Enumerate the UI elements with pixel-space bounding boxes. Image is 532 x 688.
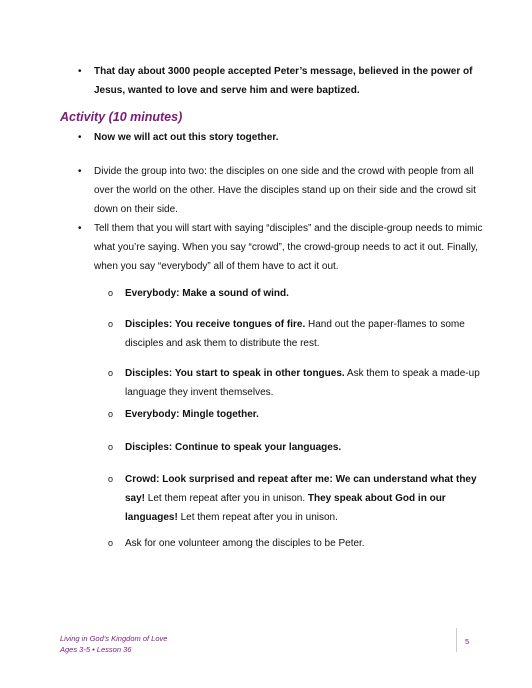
step-5 <box>108 438 494 457</box>
sub-bullet-symbol: o <box>108 319 114 329</box>
footer-subtitle: Ages 3-5 • Lesson 36 <box>60 645 132 654</box>
step-bold-text: Everybody: Make a sound of wind. <box>125 288 289 299</box>
step-bold-text: Disciples: Continue to speak your languages. <box>125 442 342 453</box>
step-bold-text: Disciples: You receive tongues of fire. <box>125 319 306 330</box>
activity-bullet-2 <box>78 162 488 219</box>
step-6 <box>108 470 494 527</box>
step-1 <box>108 284 494 303</box>
activity-bullet-3 <box>78 219 488 276</box>
sub-bullet-symbol: o <box>108 288 114 298</box>
bullet-symbol: • <box>78 66 82 77</box>
footer-divider <box>456 628 457 652</box>
bullet-symbol: • <box>78 132 82 143</box>
sub-bullet-symbol: o <box>108 538 114 548</box>
step-text: Ask them to speak a made-up language they invent themselves. <box>125 368 480 398</box>
bullet-text: Tell them that you will start with saying “disciples” and the disciple-group needs to mimic what you’re saying. When you say “crowd”, the crowd-group needs to act it out. Finally, when you say “everybody” all of them have to act it out. <box>94 223 483 272</box>
footer-title: Living in God’s Kingdom of Love <box>60 634 168 643</box>
bullet-text: Divide the group into two: the disciples on one side and the crowd with people from all over the world on the other. Have the disciples stand up on their side and the crowd sit down on their side. <box>94 166 476 215</box>
step-4 <box>108 405 494 424</box>
step-7 <box>108 534 494 553</box>
sub-bullet-symbol: o <box>108 442 114 452</box>
summary-text: That day about 3000 people accepted Peter’s message, believed in the power of Jesus, wanted to love and serve him and were baptized. <box>94 66 473 96</box>
step-bold-text-2: They speak about God in our languages! <box>125 493 446 523</box>
step-text: Hand out the paper-flames to some disciples and ask them to distribute the rest. <box>125 319 465 349</box>
step-bold-text: Disciples: You start to speak in other tongues. <box>125 368 345 379</box>
step-bold-text: Crowd: Look surprised and repeat after me: We can understand what they say! <box>125 474 477 504</box>
step-2 <box>108 315 494 353</box>
summary-bullet <box>78 62 488 100</box>
step-text: Let them repeat after you in unison. <box>145 493 308 504</box>
activity-heading: Activity (10 minutes) <box>60 110 183 124</box>
bullet-symbol: • <box>78 223 82 234</box>
step-text-2: Let them repeat after you in unison. <box>177 512 338 523</box>
sub-bullet-symbol: o <box>108 474 114 484</box>
step-text: Ask for one volunteer among the disciples to be Peter. <box>125 538 365 549</box>
bullet-symbol: • <box>78 166 82 177</box>
bullet-bold-text: Now we will act out this story together. <box>94 132 279 143</box>
activity-bullet-1 <box>78 128 488 147</box>
step-bold-text: Everybody: Mingle together. <box>125 409 259 420</box>
sub-bullet-symbol: o <box>108 409 114 419</box>
step-3 <box>108 364 494 402</box>
footer <box>60 633 167 655</box>
page-number: 5 <box>465 637 470 646</box>
sub-bullet-symbol: o <box>108 368 114 378</box>
